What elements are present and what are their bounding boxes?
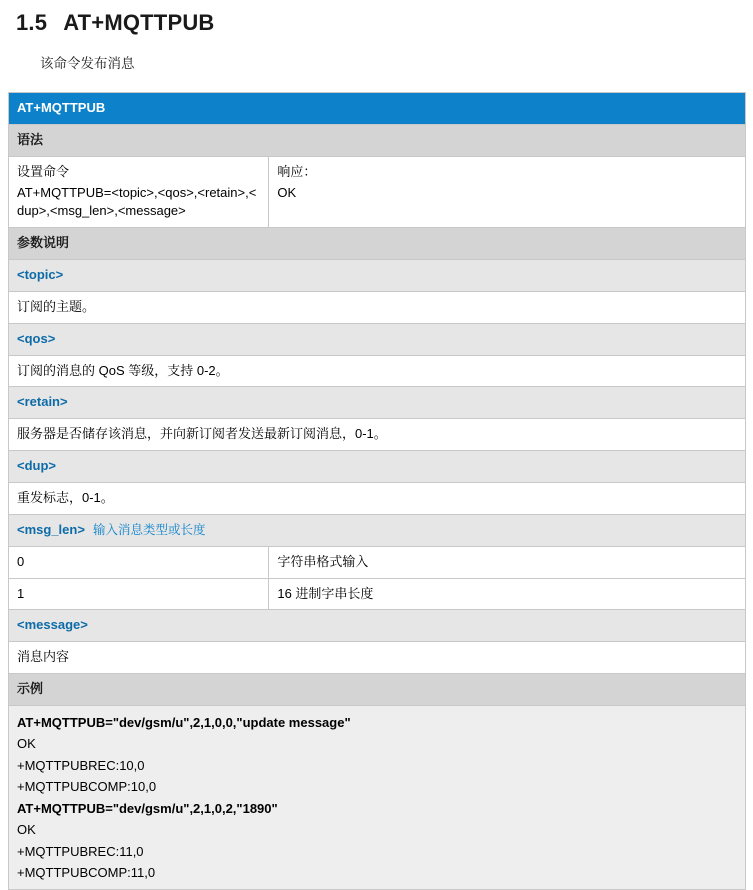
param-desc-row	[9, 482, 746, 514]
example-section-row	[9, 674, 746, 706]
param-name-row	[9, 610, 746, 642]
param-msglen-row	[9, 514, 746, 546]
param-qos-desc: 订阅的消息的 QoS 等级，支持 0-2。	[9, 355, 746, 387]
param-dup-name: <dup>	[9, 451, 746, 483]
table-title-row	[9, 93, 746, 125]
param-message-name: <message>	[9, 610, 746, 642]
syntax-section-label: 语法	[9, 124, 746, 156]
example-line: +MQTTPUBREC:11,0	[17, 843, 144, 859]
example-line: +MQTTPUBCOMP:11,0	[17, 864, 156, 880]
param-topic-name: <topic>	[9, 260, 746, 292]
param-dup-desc: 重发标志，0-1。	[9, 482, 746, 514]
msglen-option-value: 字符串格式输入	[269, 546, 746, 578]
param-name-row	[9, 323, 746, 355]
document-page	[0, 10, 753, 880]
msglen-option-row	[9, 578, 746, 610]
intro-text: 该命令发布消息	[40, 56, 135, 71]
example-line: AT+MQTTPUB="dev/gsm/u",2,1,0,0,"update message"	[17, 714, 351, 730]
set-command-row	[9, 156, 746, 228]
table-title: AT+MQTTPUB	[9, 93, 746, 125]
example-line: AT+MQTTPUB="dev/gsm/u",2,1,0,2,"1890"	[17, 800, 278, 816]
response-label: 响应：	[277, 163, 317, 179]
example-line: OK	[17, 736, 36, 752]
param-message-desc: 消息内容	[9, 642, 746, 674]
param-name-row	[9, 260, 746, 292]
example-line: +MQTTPUBCOMP:10,0	[17, 779, 157, 795]
param-retain-desc: 服务器是否储存该消息，并向新订阅者发送最新订阅消息，0-1。	[9, 419, 746, 451]
param-name-row	[9, 451, 746, 483]
param-desc-row	[9, 642, 746, 674]
example-block-row	[9, 705, 746, 890]
example-line: +MQTTPUBREC:10,0	[17, 757, 145, 773]
syntax-section-row	[9, 124, 746, 156]
set-command-cell	[9, 156, 269, 228]
example-line: OK	[17, 822, 36, 838]
msglen-option-key: 0	[9, 546, 269, 578]
msglen-option-value: 16 进制字串长度	[269, 578, 746, 610]
response-cell	[269, 156, 746, 228]
response-value: OK	[277, 184, 297, 200]
page-title	[16, 10, 745, 36]
param-msglen-note: 输入消息类型或长度	[92, 522, 206, 537]
param-name-row	[9, 387, 746, 419]
set-command-code: AT+MQTTPUB=<topic>,<qos>,<retain>,<dup>,<msg_len>,<message>	[17, 184, 257, 219]
example-block	[9, 705, 746, 890]
param-topic-desc: 订阅的主题。	[9, 291, 746, 323]
command-spec-table	[8, 92, 746, 890]
param-qos-name: <qos>	[9, 323, 746, 355]
params-section-label: 参数说明	[9, 228, 746, 260]
msglen-option-row	[9, 546, 746, 578]
heading-text: AT+MQTTPUB	[63, 10, 215, 35]
param-desc-row	[9, 355, 746, 387]
param-msglen-name: <msg_len>	[17, 521, 85, 537]
heading-number: 1.5	[16, 10, 48, 35]
msglen-option-key: 1	[9, 578, 269, 610]
param-desc-row	[9, 291, 746, 323]
param-desc-row	[9, 419, 746, 451]
param-retain-name: <retain>	[9, 387, 746, 419]
example-section-label: 示例	[9, 674, 746, 706]
set-command-label: 设置命令	[17, 163, 70, 179]
params-section-row	[9, 228, 746, 260]
